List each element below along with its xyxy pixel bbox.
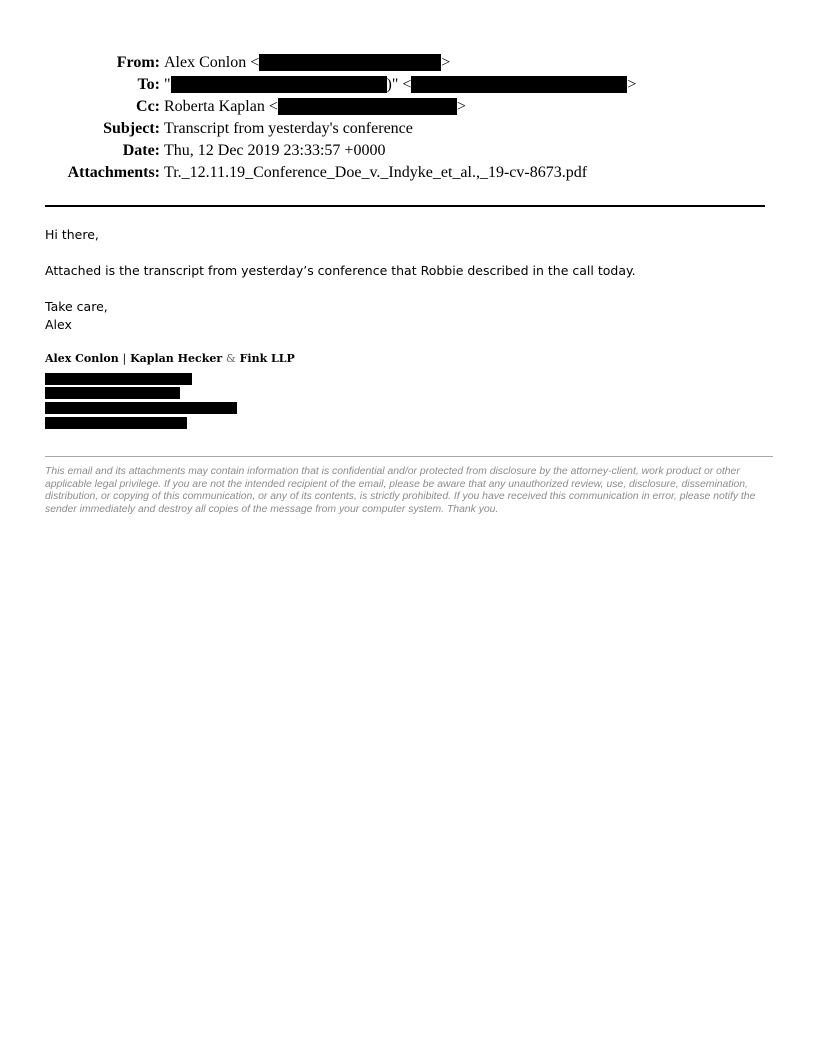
email-header — [0, 52, 816, 184]
email-body — [45, 226, 765, 352]
date-row — [0, 140, 816, 162]
attachments-label: Attachments: — [67, 164, 160, 181]
attachment-filename[interactable]: Tr._12.11.19_Conference_Doe_v._Indyke_et_al.,_19-cv-8673.pdf — [164, 164, 588, 181]
from-value — [160, 52, 450, 74]
redaction-block — [45, 417, 187, 429]
attachments-row — [0, 162, 816, 184]
redaction-block — [171, 76, 387, 93]
subject-label: Subject: — [103, 120, 160, 137]
redaction-block — [45, 402, 237, 414]
redaction-block — [259, 54, 441, 71]
to-row — [0, 74, 816, 96]
disclaimer-rule — [45, 456, 773, 457]
from-row — [0, 52, 816, 74]
redaction-block — [45, 373, 192, 385]
to-open: " — [164, 76, 171, 93]
signature-line — [45, 352, 295, 365]
date-value: Thu, 12 Dec 2019 23:33:57 +0000 — [164, 142, 386, 159]
firm-name-part1: Kaplan Hecker — [130, 352, 223, 365]
subject-value: Transcript from yesterday's conference — [164, 120, 413, 137]
redaction-block — [278, 98, 457, 115]
firm-name-part2: Fink LLP — [239, 352, 295, 365]
cc-value — [160, 96, 466, 118]
from-close: > — [441, 54, 451, 71]
cc-name: Roberta Kaplan < — [164, 98, 278, 115]
message-text: Attached is the transcript from yesterday’s conference that Robbie described in the call today. — [45, 263, 636, 278]
date-label: Date: — [122, 142, 160, 159]
to-value — [160, 74, 636, 96]
cc-label: Cc: — [136, 98, 160, 115]
cc-close: > — [456, 98, 466, 115]
from-label: From: — [116, 54, 160, 71]
firm-ampersand: & — [225, 352, 236, 365]
redaction-block — [45, 387, 180, 399]
signature-separator: | — [122, 352, 127, 365]
closing: Take care, — [45, 299, 108, 314]
subject-row — [0, 118, 816, 140]
greeting: Hi there, — [45, 227, 99, 242]
from-name: Alex Conlon < — [164, 54, 260, 71]
redaction-block — [411, 76, 627, 93]
to-mid: )" < — [386, 76, 412, 93]
to-label: To: — [137, 76, 160, 93]
confidentiality-disclaimer: This email and its attachments may contain information that is confidential and/or protected from disclosure by the attorney-client, work product or other applicable legal privilege. If you are not the intended recipient of the email, please be aware that any unauthorized review, use, disclosure, dissemination, distribution, or copying of this communication, or any of its contents, is strictly prohibited. If you have received this communication in error, please notify the sender immediately and destroy all copies of the message from your computer system. Thank you. — [45, 466, 756, 515]
header-divider — [45, 205, 765, 207]
signature-name: Alex Conlon — [45, 352, 119, 365]
sender-name: Alex — [45, 317, 72, 332]
to-close: > — [627, 76, 637, 93]
cc-row — [0, 96, 816, 118]
